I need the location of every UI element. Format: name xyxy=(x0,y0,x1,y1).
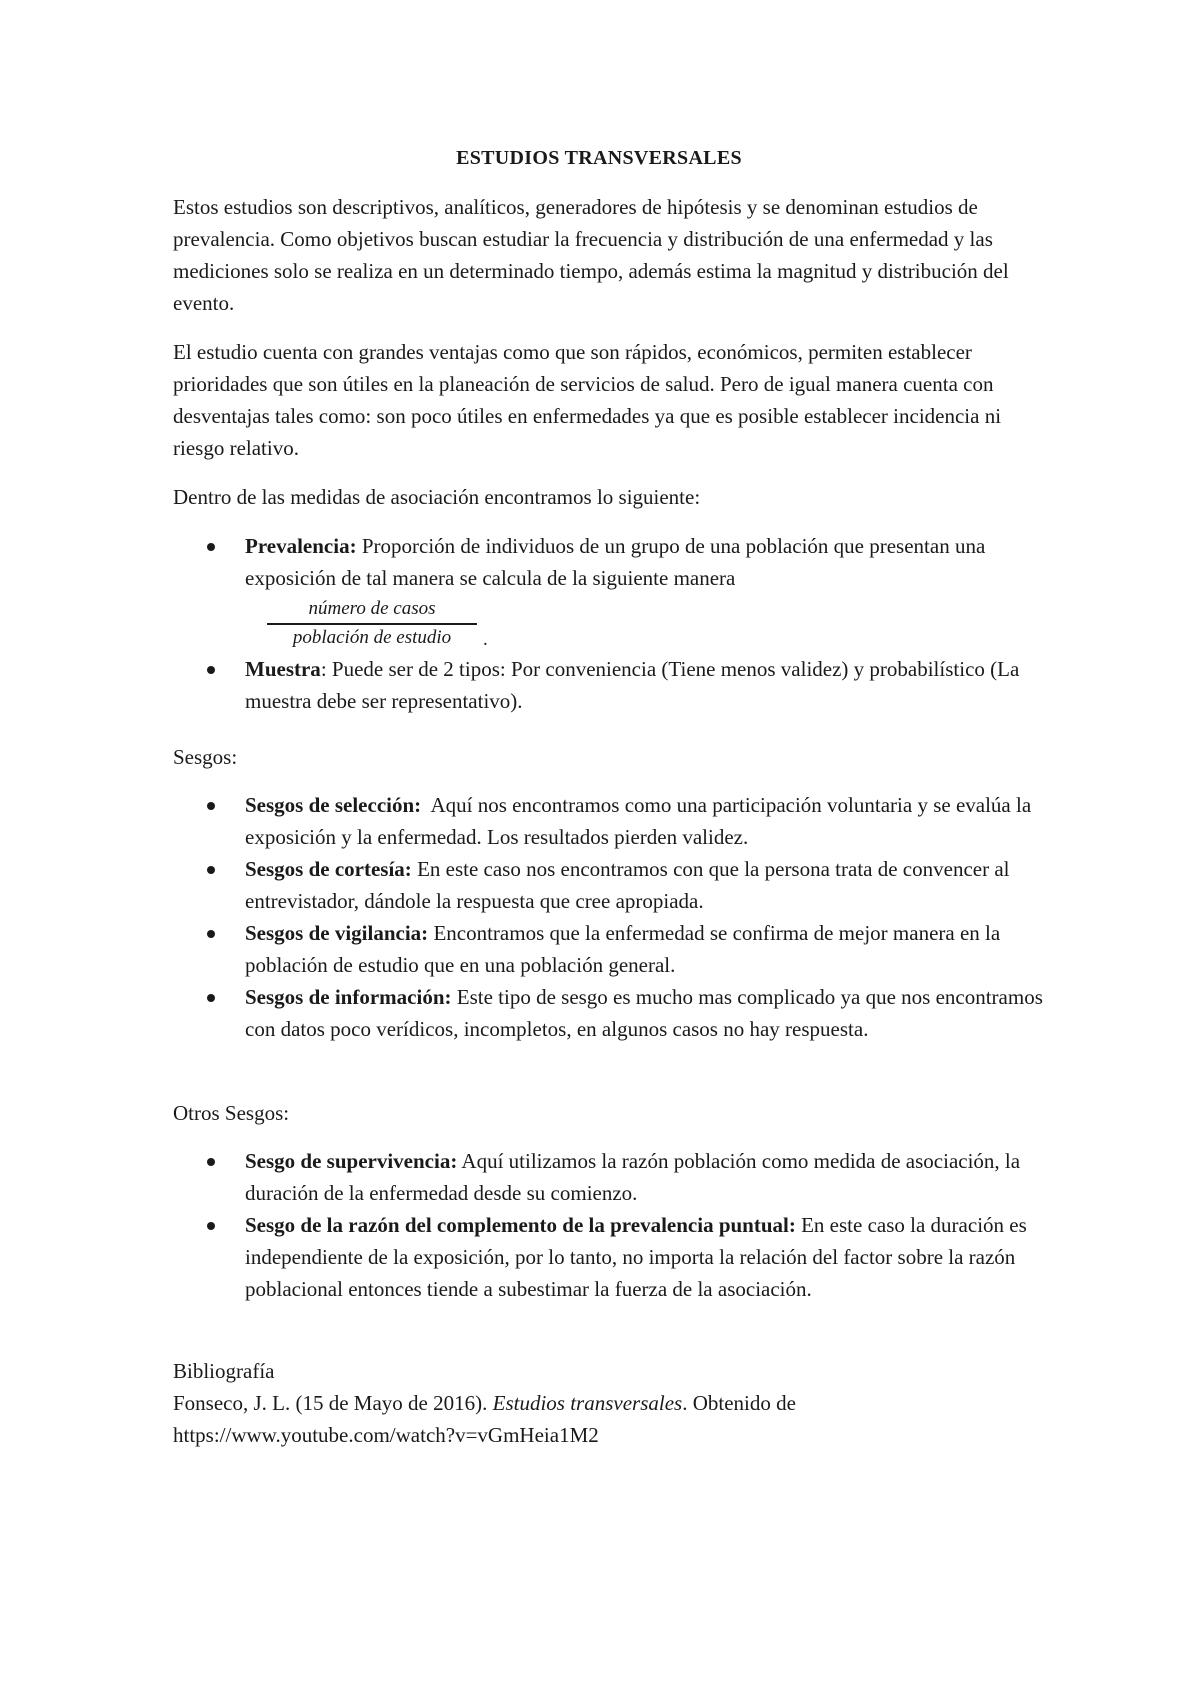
list-item xyxy=(173,530,1043,653)
term-sesgo-razon-complemento: Sesgo de la razón del complemento de la prevalencia puntual: xyxy=(245,1213,796,1237)
reference-url: https://www.youtube.com/watch?v=vGmHeia1M2 xyxy=(173,1423,599,1447)
term-sesgo-supervivencia: Sesgo de supervivencia: xyxy=(245,1149,458,1173)
page-title: ESTUDIOS TRANSVERSALES xyxy=(456,147,742,169)
measures-list xyxy=(173,530,1043,717)
term-sesgo-cortesia: Sesgos de cortesía: xyxy=(245,857,412,881)
term-description: Aquí nos encontramos como una participación voluntaria y se evalúa la exposición y la enfermedad. Los resultados pierden validez. xyxy=(245,793,1037,849)
measures-intro-paragraph: Dentro de las medidas de asociación encontramos lo siguiente: xyxy=(173,485,701,509)
formula-period: . xyxy=(483,629,488,650)
term-description: Aquí utilizamos la razón población como medida de asociación, la duración de la enfermedad desde su comienzo. xyxy=(245,1149,1021,1205)
reference-suffix: . Obtenido de xyxy=(682,1391,796,1415)
bullet-icon xyxy=(207,1158,215,1166)
term-sesgo-informacion: Sesgos de información: xyxy=(245,985,452,1009)
term-prevalencia: Prevalencia: xyxy=(245,534,357,558)
reference-title: Estudios transversales xyxy=(492,1391,683,1415)
term-sesgo-seleccion: Sesgos de selección: xyxy=(245,793,422,817)
list-item xyxy=(173,917,1043,981)
bibliography-reference xyxy=(173,1387,1043,1419)
term-sesgo-vigilancia: Sesgos de vigilancia: xyxy=(245,921,429,945)
list-item xyxy=(173,789,1043,853)
bibliography-heading: Bibliografía xyxy=(173,1359,275,1383)
list-item xyxy=(173,1209,1043,1305)
prevalence-formula xyxy=(245,594,1043,653)
biases-label: Sesgos: xyxy=(173,745,238,769)
bullet-icon xyxy=(207,1222,215,1230)
term-description: Proporción de individuos de un grupo de una población que presentan una exposición de tal manera se calcula de la siguiente manera xyxy=(245,534,986,590)
list-item xyxy=(173,981,1043,1045)
bullet-icon xyxy=(207,543,215,551)
list-item xyxy=(173,1145,1043,1209)
reference-author-date: Fonseco, J. L. (15 de Mayo de 2016). xyxy=(173,1391,493,1415)
list-item xyxy=(173,853,1043,917)
term-description: En este caso nos encontramos con que la persona trata de convencer al entrevistador, dándole la respuesta que cree apropiada. xyxy=(245,857,1010,913)
other-biases-label: Otros Sesgos: xyxy=(173,1101,290,1125)
bullet-icon xyxy=(207,666,215,674)
bullet-icon xyxy=(207,802,215,810)
formula-denominator: población de estudio xyxy=(292,627,452,648)
term-description: Encontramos que la enfermedad se confirma de mejor manera en la población de estudio que en una población general. xyxy=(245,921,1001,977)
bullet-icon xyxy=(207,994,215,1002)
other-biases-list xyxy=(173,1145,1043,1305)
advantages-paragraph: El estudio cuenta con grandes ventajas como que son rápidos, económicos, permiten establecer prioridades que son útiles en la planeación de servicios de salud. Pero de igual manera cuenta con desventajas tales como: son poco útiles en enfermedades ya que es posible establecer incidencia ni riesgo relativo. xyxy=(173,340,1002,460)
term-description: En este caso la duración es independiente de la exposición, por lo tanto, no importa la relación del factor sobre la razón poblacional entonces tiende a subestimar la fuerza de la asociación. xyxy=(245,1213,1027,1301)
formula-numerator: número de casos xyxy=(267,596,477,625)
intro-paragraph: Estos estudios son descriptivos, analíticos, generadores de hipótesis y se denominan estudios de prevalencia. Como objetivos buscan estudiar la frecuencia y distribución de una enfermedad y las mediciones solo se realiza en un determinado tiempo, además estima la magnitud y distribución del evento. xyxy=(173,195,1009,315)
bullet-icon xyxy=(207,930,215,938)
list-item xyxy=(173,653,1043,717)
term-muestra: Muestra xyxy=(245,657,321,681)
bibliography xyxy=(173,1355,1043,1451)
formula-fraction xyxy=(267,596,477,651)
term-description: Este tipo de sesgo es mucho mas complicado ya que nos encontramos con datos poco verídicos, incompletos, en algunos casos no hay respuesta. xyxy=(245,985,1043,1041)
biases-list xyxy=(173,789,1043,1045)
bullet-icon xyxy=(207,866,215,874)
term-description: : Puede ser de 2 tipos: Por conveniencia (Tiene menos validez) y probabilístico (La muestra debe ser representativo). xyxy=(245,657,1020,713)
